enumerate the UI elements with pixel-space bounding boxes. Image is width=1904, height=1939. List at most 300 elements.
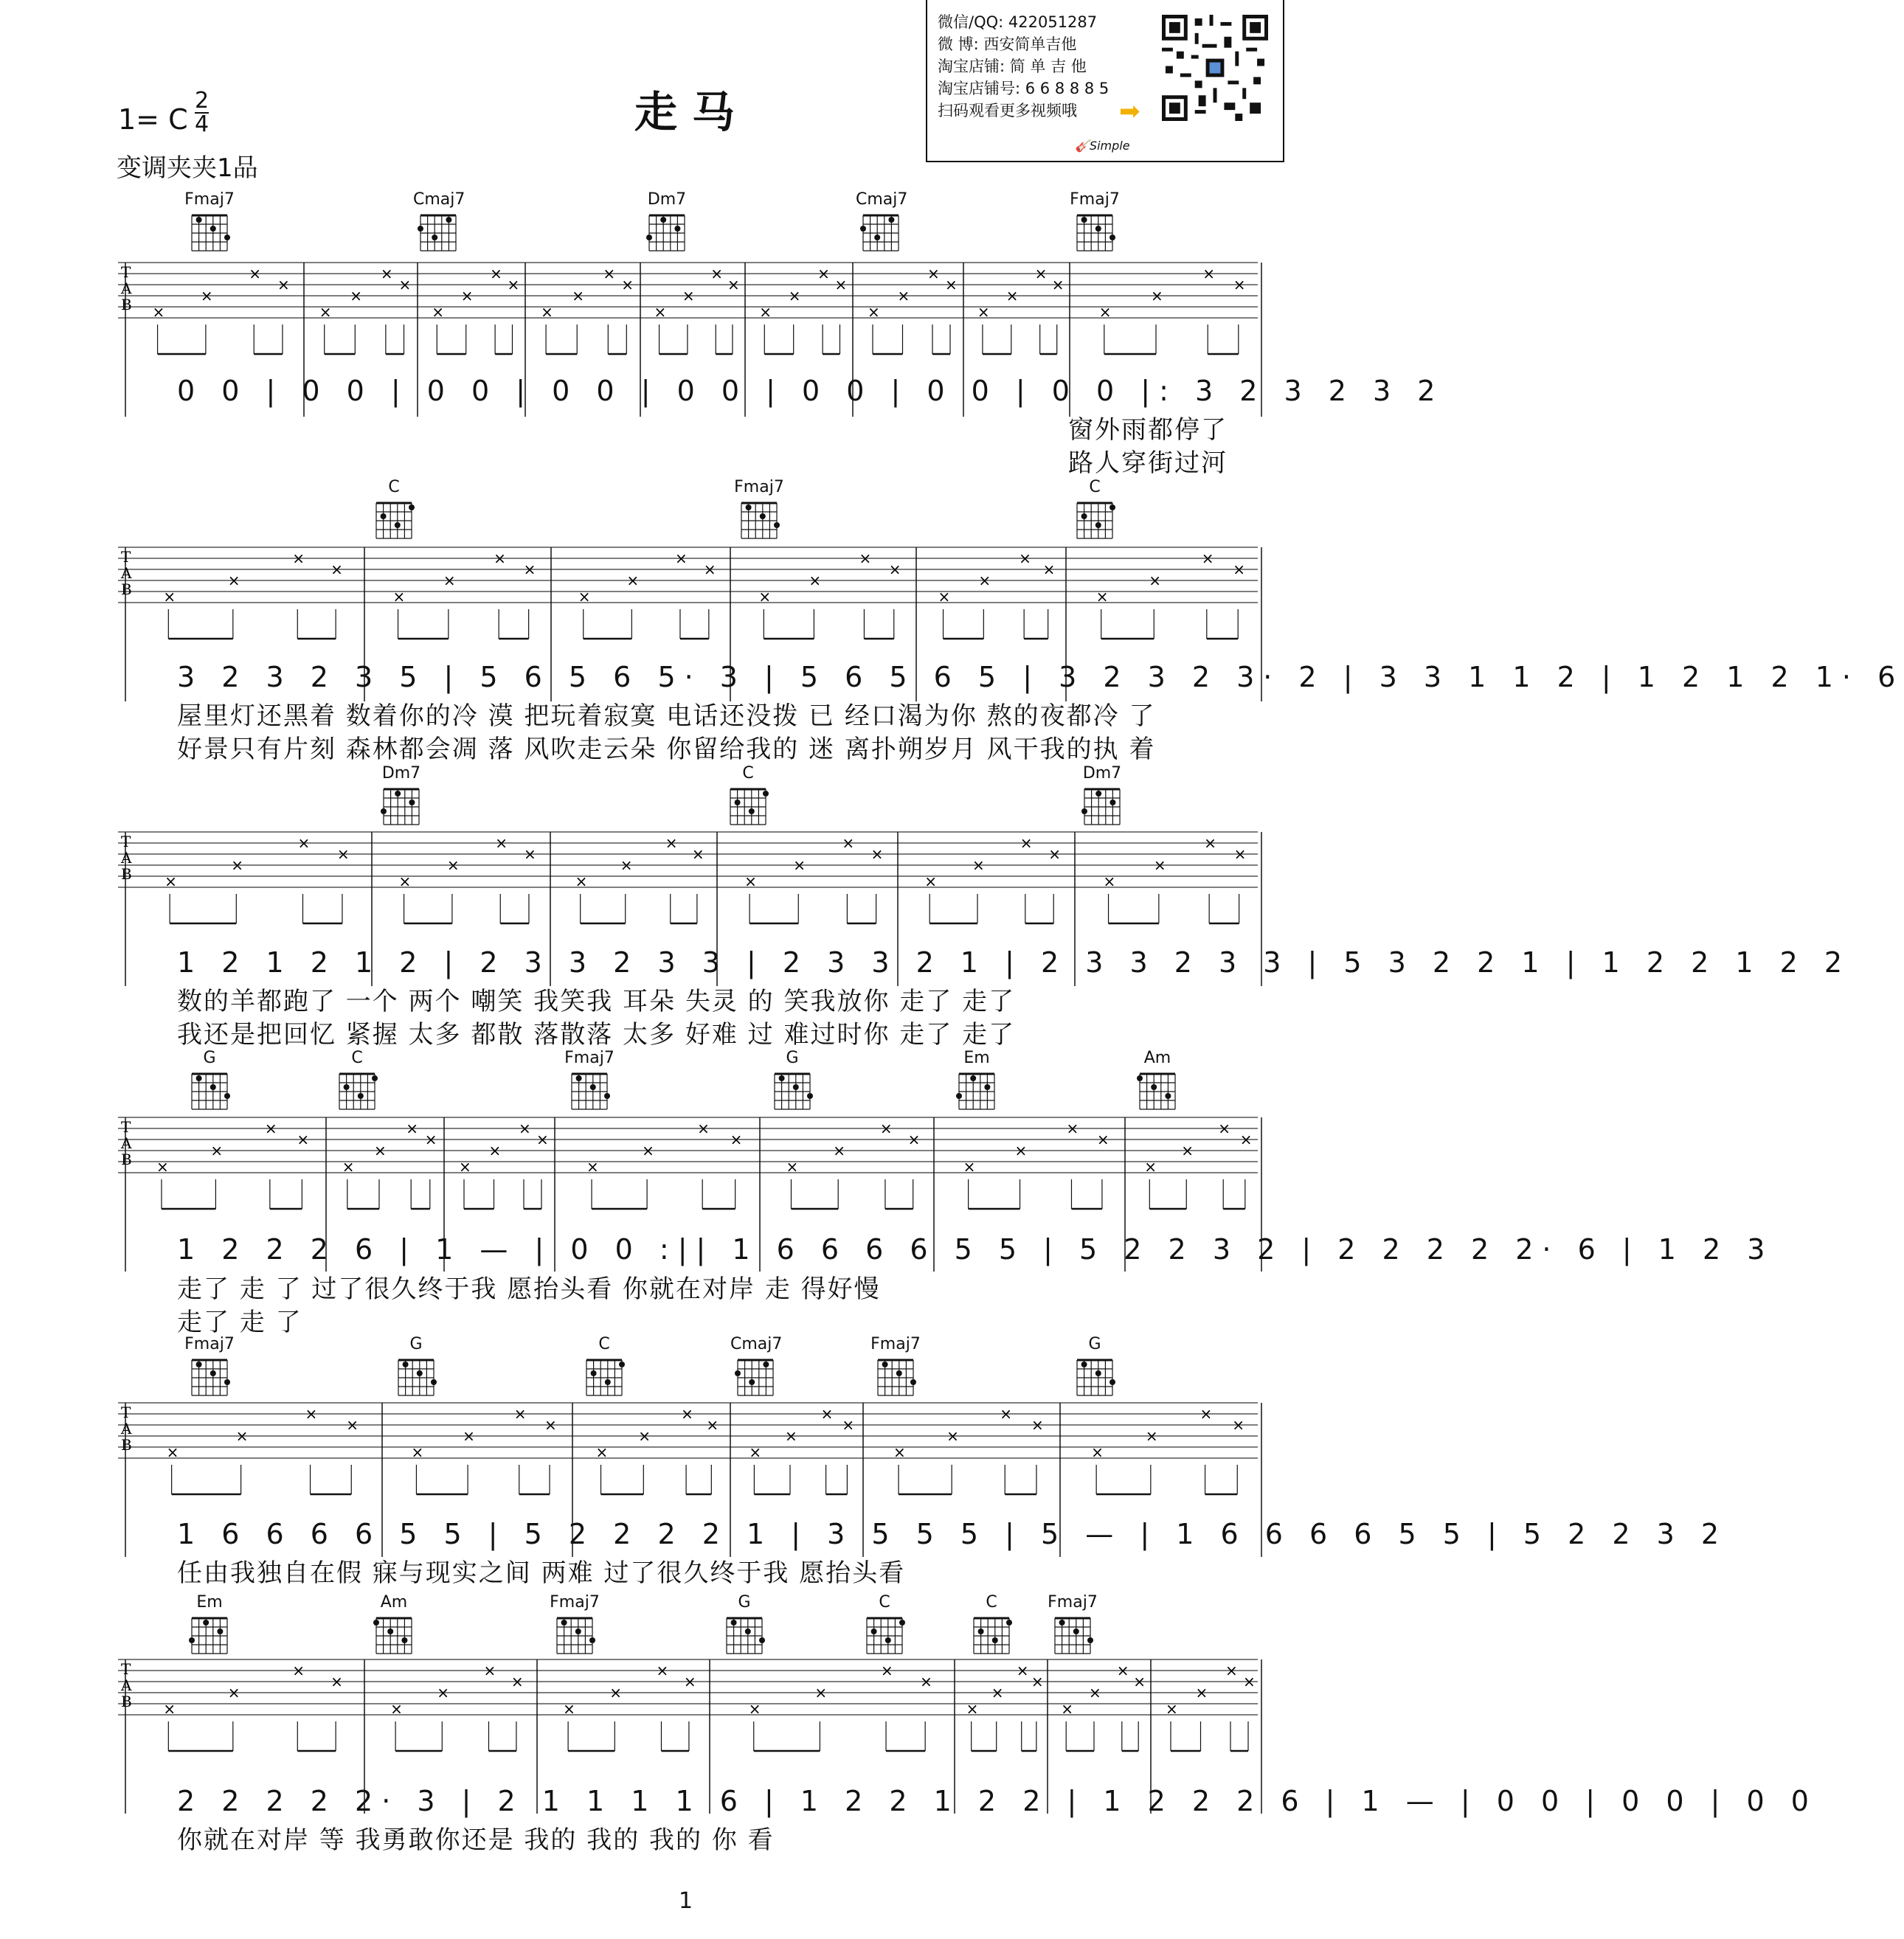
svg-text:×: × xyxy=(1149,572,1162,589)
svg-text:×: × xyxy=(166,1443,179,1461)
svg-text:×: × xyxy=(1133,1673,1146,1690)
chord-grid-icon xyxy=(873,1354,918,1398)
svg-text:×: × xyxy=(460,287,474,305)
chord-diagram xyxy=(550,1593,600,1659)
svg-text:×: × xyxy=(432,303,445,321)
svg-text:×: × xyxy=(1233,276,1246,294)
svg-text:T: T xyxy=(121,1660,131,1678)
chord-name: Fmaj7 xyxy=(184,1335,235,1353)
svg-text:T: T xyxy=(121,1118,131,1136)
svg-text:×: × xyxy=(793,856,806,874)
svg-text:×: × xyxy=(727,276,740,294)
chord-diagram xyxy=(1070,1335,1120,1401)
svg-text:×: × xyxy=(1225,1662,1238,1679)
lyrics-verse-1: 走了 走 了 过了很久终于我 愿抬头看 你就在对岸 走 得好慢 xyxy=(177,1274,881,1304)
svg-text:×: × xyxy=(888,561,901,578)
chord-grid-icon xyxy=(553,1612,597,1657)
svg-text:×: × xyxy=(881,1662,893,1679)
svg-text:×: × xyxy=(1202,265,1215,282)
chord-diagram xyxy=(184,1593,235,1659)
chord-grid-icon xyxy=(733,1354,778,1398)
svg-text:×: × xyxy=(1116,1662,1129,1679)
svg-text:×: × xyxy=(1199,1405,1213,1423)
svg-text:×: × xyxy=(200,287,213,305)
chord-diagram xyxy=(391,1335,441,1401)
svg-text:×: × xyxy=(1042,561,1056,578)
svg-text:×: × xyxy=(920,1673,932,1690)
chord-diagram xyxy=(723,764,773,830)
chord-name: Fmaj7 xyxy=(1048,1593,1098,1612)
svg-text:×: × xyxy=(490,265,502,282)
svg-text:×: × xyxy=(277,276,290,294)
chord-diagram xyxy=(1132,1049,1183,1115)
svg-text:×: × xyxy=(697,1120,710,1137)
svg-text:×: × xyxy=(691,845,705,863)
svg-text:A: A xyxy=(121,1676,132,1694)
svg-text:×: × xyxy=(1243,1673,1256,1690)
svg-text:×: × xyxy=(834,276,848,294)
svg-text:×: × xyxy=(621,276,634,294)
svg-text:×: × xyxy=(1019,834,1033,852)
svg-text:×: × xyxy=(392,588,406,606)
chord-grid-icon xyxy=(969,1612,1014,1657)
svg-text:×: × xyxy=(292,549,305,567)
chord-name: Cmaj7 xyxy=(856,190,908,209)
lyrics-verse-1: 窗外雨都停了 xyxy=(1068,415,1228,445)
svg-text:×: × xyxy=(706,1416,719,1434)
lyrics-verse-1: 屋里灯还黑着 数着你的冷 漠 把玩着寂寞 电话还没拨 已 经口渴为你 熬的夜都冷 了 xyxy=(177,701,1156,731)
chord-diagram xyxy=(1070,190,1120,257)
chord-diagram xyxy=(369,1593,419,1659)
lyrics-verse-2: 我还是把回忆 紧握 太多 都散 落散落 太多 好难 过 难过时你 走了 走了 xyxy=(177,1020,1016,1050)
qr-code-icon[interactable] xyxy=(1162,15,1268,121)
chord-grid-icon xyxy=(1080,783,1124,828)
chord-diagram xyxy=(856,190,906,257)
chord-name: Cmaj7 xyxy=(730,1335,783,1353)
page-number: 1 xyxy=(679,1888,693,1914)
svg-text:×: × xyxy=(907,1131,921,1148)
song-title: 走马 xyxy=(634,87,750,137)
svg-text:×: × xyxy=(1218,1120,1230,1137)
svg-text:×: × xyxy=(814,1684,828,1702)
svg-text:×: × xyxy=(488,1142,502,1159)
numbered-notation: 0 0 | 0 0 | 0 0 | 0 0 | 0 0 | 0 0 | 0 0 | 0 0 |: 3 2 3 2 3 2 xyxy=(177,375,1444,407)
svg-text:×: × xyxy=(879,1120,893,1137)
svg-text:×: × xyxy=(1103,873,1116,890)
svg-text:×: × xyxy=(759,303,772,321)
chord-diagram xyxy=(564,1049,615,1115)
chord-grid-icon xyxy=(582,1354,626,1398)
arrow-right-icon: ➡ xyxy=(1119,97,1140,126)
svg-text:×: × xyxy=(991,1684,1004,1702)
numbered-notation: 1 2 1 2 1 2 | 2 3 3 2 3 3 | 2 3 3 2 1 | 2 3 3 2 3 3 | 5 3 2 2 1 | 1 2 2 1 2 2 xyxy=(177,946,1852,979)
chord-name: Fmaj7 xyxy=(184,190,235,209)
svg-text:B: B xyxy=(121,296,132,313)
lyrics-verse-2: 好景只有片刻 森林都会凋 落 风吹走云朵 你留给我的 迷 离扑朔岁月 风干我的执 着 xyxy=(177,735,1156,764)
svg-text:×: × xyxy=(398,873,412,890)
svg-text:×: × xyxy=(319,303,332,321)
svg-text:×: × xyxy=(1166,1700,1178,1718)
chord-grid-icon xyxy=(645,209,689,254)
svg-text:×: × xyxy=(1091,1443,1104,1461)
chord-name: G xyxy=(409,1335,423,1353)
svg-text:A: A xyxy=(121,564,132,582)
chord-name: Dm7 xyxy=(1082,764,1122,783)
svg-text:×: × xyxy=(330,1673,343,1690)
svg-text:×: × xyxy=(1181,1142,1194,1159)
chord-diagram xyxy=(952,1049,1002,1115)
svg-text:×: × xyxy=(336,845,350,863)
svg-text:×: × xyxy=(609,1684,623,1702)
lyrics-verse-1: 你就在对岸 等 我勇敢你还是 我的 我的 我的 你 看 xyxy=(177,1825,775,1855)
chord-diagram xyxy=(966,1593,1017,1659)
svg-text:×: × xyxy=(788,287,801,305)
chord-diagram xyxy=(730,1335,783,1401)
svg-text:×: × xyxy=(297,1131,310,1148)
svg-text:×: × xyxy=(1098,303,1112,321)
svg-text:×: × xyxy=(523,845,536,863)
brand-shop-no: 淘宝店铺号: 6 6 8 8 8 5 xyxy=(938,80,1109,97)
chord-diagram xyxy=(332,1049,382,1115)
chord-name: Em xyxy=(196,1593,223,1612)
chord-name: C xyxy=(388,478,400,496)
svg-text:×: × xyxy=(893,1443,906,1461)
svg-text:×: × xyxy=(163,588,176,606)
svg-text:×: × xyxy=(978,572,991,589)
lyrics-verse-1: 数的羊都跑了 一个 两个 嘲笑 我笑我 耳朵 失灵 的 笑我放你 走了 走了 xyxy=(177,987,1016,1016)
svg-text:×: × xyxy=(1034,265,1048,282)
svg-text:×: × xyxy=(1232,1416,1245,1434)
chord-grid-icon xyxy=(416,209,460,254)
svg-text:×: × xyxy=(859,549,872,567)
chord-grid-icon xyxy=(394,1354,438,1398)
svg-text:×: × xyxy=(483,1662,496,1679)
svg-text:×: × xyxy=(350,287,363,305)
svg-text:×: × xyxy=(297,834,311,852)
chord-name: Fmaj7 xyxy=(564,1049,615,1067)
svg-text:×: × xyxy=(620,856,633,874)
svg-text:T: T xyxy=(121,263,131,281)
brand-logo: 🎸Simple xyxy=(1075,139,1130,153)
svg-text:B: B xyxy=(121,1151,132,1168)
svg-text:×: × xyxy=(411,1443,424,1461)
svg-text:×: × xyxy=(977,303,990,321)
chord-name: G xyxy=(203,1049,216,1067)
chord-name: Dm7 xyxy=(381,764,421,783)
chord-name: Fmaj7 xyxy=(550,1593,600,1612)
svg-text:×: × xyxy=(235,1427,249,1445)
svg-text:×: × xyxy=(710,265,724,282)
svg-text:×: × xyxy=(638,1427,651,1445)
brand-box xyxy=(926,0,1284,162)
svg-text:T: T xyxy=(121,833,131,850)
chord-grid-icon xyxy=(187,209,232,254)
svg-text:×: × xyxy=(390,1700,403,1718)
svg-text:T: T xyxy=(121,548,131,566)
svg-text:A: A xyxy=(121,1134,132,1152)
svg-text:B: B xyxy=(121,865,132,883)
chord-diagram xyxy=(767,1049,817,1115)
chord-diagram xyxy=(1070,478,1120,544)
chord-grid-icon xyxy=(567,1068,612,1112)
time-bottom: 4 xyxy=(195,111,210,137)
svg-text:×: × xyxy=(406,1120,418,1137)
svg-text:×: × xyxy=(938,588,951,606)
svg-text:×: × xyxy=(817,265,830,282)
svg-text:×: × xyxy=(443,572,456,589)
svg-text:×: × xyxy=(682,287,695,305)
svg-text:×: × xyxy=(1000,1405,1013,1423)
brand-weibo: 微 博: 西安简单吉他 xyxy=(938,35,1077,53)
brand-shop: 淘宝店铺: 简 单 吉 他 xyxy=(938,58,1087,75)
svg-text:×: × xyxy=(227,1684,240,1702)
chord-grid-icon xyxy=(955,1068,999,1112)
svg-text:×: × xyxy=(642,1142,654,1159)
svg-text:×: × xyxy=(346,1416,359,1434)
svg-text:×: × xyxy=(578,588,591,606)
svg-text:×: × xyxy=(748,1700,761,1718)
time-top: 2 xyxy=(195,88,210,114)
chord-diagram xyxy=(184,1335,235,1401)
chord-name: Fmaj7 xyxy=(1070,190,1120,209)
svg-text:×: × xyxy=(1201,549,1214,567)
chord-diagram xyxy=(184,1049,235,1115)
chord-diagram xyxy=(376,764,426,830)
lyrics-verse-2: 走了 走 了 xyxy=(177,1308,302,1337)
chord-name: G xyxy=(786,1049,799,1067)
svg-text:×: × xyxy=(424,1131,437,1148)
svg-text:×: × xyxy=(924,873,937,890)
chord-grid-icon xyxy=(737,497,781,541)
chord-grid-icon xyxy=(372,497,416,541)
svg-text:×: × xyxy=(1195,1684,1208,1702)
svg-text:×: × xyxy=(541,303,553,321)
chord-diagram xyxy=(1077,764,1127,830)
svg-text:×: × xyxy=(972,856,985,874)
svg-text:×: × xyxy=(1153,856,1166,874)
brand-logo-text: Simple xyxy=(1089,139,1130,153)
svg-text:×: × xyxy=(1019,549,1031,567)
chord-diagram xyxy=(1048,1593,1098,1659)
svg-text:×: × xyxy=(536,1131,549,1148)
svg-text:×: × xyxy=(945,276,958,294)
svg-text:×: × xyxy=(603,265,616,282)
lyrics-verse-2: 路人穿街过河 xyxy=(1068,448,1228,478)
svg-text:×: × xyxy=(264,1120,277,1137)
svg-text:×: × xyxy=(494,549,506,567)
svg-text:×: × xyxy=(249,265,262,282)
chord-diagram xyxy=(369,478,419,544)
svg-text:×: × xyxy=(305,1405,318,1423)
svg-text:×: × xyxy=(665,834,678,852)
chord-name: C xyxy=(742,764,754,783)
svg-text:×: × xyxy=(513,1405,527,1423)
svg-text:×: × xyxy=(1066,1120,1079,1137)
svg-text:×: × xyxy=(152,303,165,321)
svg-text:×: × xyxy=(1005,287,1019,305)
chord-name: Am xyxy=(1143,1049,1171,1067)
svg-text:×: × xyxy=(156,1158,169,1176)
svg-text:×: × xyxy=(1051,276,1064,294)
svg-text:T: T xyxy=(121,1404,131,1421)
svg-text:×: × xyxy=(897,287,910,305)
chord-grid-icon xyxy=(187,1354,232,1398)
chord-name: Fmaj7 xyxy=(870,1335,921,1353)
time-signature xyxy=(195,90,209,136)
svg-text:×: × xyxy=(1233,845,1247,863)
svg-text:×: × xyxy=(626,572,640,589)
chord-name: Fmaj7 xyxy=(734,478,784,496)
svg-text:×: × xyxy=(165,873,177,890)
svg-text:×: × xyxy=(1233,561,1245,578)
chord-grid-icon xyxy=(372,1612,416,1657)
chord-diagram xyxy=(579,1335,629,1401)
brand-scan: 扫码观看更多视频哦 xyxy=(938,102,1077,119)
chord-grid-icon xyxy=(379,783,423,828)
svg-text:×: × xyxy=(1239,1131,1253,1148)
numbered-notation: 3 2 3 2 3 5 | 5 6 5 6 5· 3 | 5 6 5 6 5 | 3 2 3 2 3· 2 | 3 3 1 1 2 | 1 2 1 2 1· 6 xyxy=(177,661,1904,693)
svg-text:×: × xyxy=(809,572,822,589)
svg-text:×: × xyxy=(1089,1684,1101,1702)
svg-text:×: × xyxy=(868,303,880,321)
svg-text:×: × xyxy=(1145,1427,1158,1445)
svg-text:A: A xyxy=(121,849,132,867)
svg-text:B: B xyxy=(121,1693,132,1710)
svg-text:×: × xyxy=(1031,1416,1044,1434)
svg-text:×: × xyxy=(1031,1673,1044,1690)
chord-diagram xyxy=(870,1335,921,1401)
svg-text:×: × xyxy=(786,1158,799,1176)
chord-diagram xyxy=(413,190,463,257)
chord-name: C xyxy=(598,1335,610,1353)
svg-text:×: × xyxy=(510,1673,524,1690)
svg-text:×: × xyxy=(507,276,520,294)
svg-text:×: × xyxy=(1014,1142,1028,1159)
svg-text:×: × xyxy=(523,561,536,578)
svg-text:×: × xyxy=(544,1416,557,1434)
chord-name: Dm7 xyxy=(647,190,687,209)
svg-text:×: × xyxy=(1016,1662,1029,1679)
svg-text:×: × xyxy=(842,834,855,852)
svg-text:×: × xyxy=(163,1700,176,1718)
numbered-notation: 1 2 2 2 6 | 1 — | 0 0 :|| 1 6 6 6 6 5 5 | 5 2 2 3 2 | 2 2 2 2 2· 6 | 1 2 3 xyxy=(177,1233,1774,1266)
svg-text:×: × xyxy=(870,845,884,863)
svg-text:×: × xyxy=(966,1700,979,1718)
chord-diagram xyxy=(184,190,235,257)
svg-text:×: × xyxy=(656,1662,669,1679)
key-signature: 1= C xyxy=(118,103,188,136)
svg-text:×: × xyxy=(495,834,508,852)
chord-diagram xyxy=(642,190,692,257)
chord-grid-icon xyxy=(1135,1068,1180,1112)
svg-text:A: A xyxy=(121,1420,132,1437)
svg-text:×: × xyxy=(758,588,772,606)
chord-diagram xyxy=(859,1593,910,1659)
svg-text:×: × xyxy=(833,1142,845,1159)
chord-diagram xyxy=(719,1593,769,1659)
chord-grid-icon xyxy=(862,1612,907,1657)
svg-text:×: × xyxy=(744,873,757,890)
brand-wechat: 微信/QQ: 422051287 xyxy=(938,13,1098,31)
chord-grid-icon xyxy=(1073,1354,1117,1398)
chord-grid-icon xyxy=(1073,209,1117,254)
chord-name: C xyxy=(351,1049,363,1067)
chord-grid-icon xyxy=(722,1612,766,1657)
svg-text:B: B xyxy=(121,580,132,598)
svg-text:×: × xyxy=(842,1416,855,1434)
chord-name: Cmaj7 xyxy=(413,190,465,209)
chord-grid-icon xyxy=(187,1068,232,1112)
svg-text:×: × xyxy=(1204,834,1216,852)
svg-text:×: × xyxy=(927,265,940,282)
svg-text:×: × xyxy=(446,856,460,874)
chord-name: C xyxy=(879,1593,890,1612)
svg-text:×: × xyxy=(963,1158,976,1176)
chord-name: G xyxy=(738,1593,751,1612)
chord-diagram xyxy=(734,478,784,544)
svg-text:×: × xyxy=(595,1443,609,1461)
svg-text:×: × xyxy=(1095,588,1109,606)
svg-text:A: A xyxy=(121,280,132,297)
chord-grid-icon xyxy=(859,209,903,254)
numbered-notation: 1 6 6 6 6 5 5 | 5 2 2 2 2 1 | 3 5 5 5 | 5 — | 1 6 6 6 6 5 5 | 5 2 2 3 2 xyxy=(177,1518,1728,1550)
chord-name: C xyxy=(1089,478,1101,496)
svg-text:×: × xyxy=(785,1427,797,1445)
svg-text:×: × xyxy=(749,1443,762,1461)
svg-text:×: × xyxy=(380,265,393,282)
svg-text:×: × xyxy=(463,1427,475,1445)
chord-grid-icon xyxy=(1073,497,1117,541)
chord-grid-icon xyxy=(770,1068,814,1112)
svg-text:×: × xyxy=(654,303,667,321)
svg-text:×: × xyxy=(674,549,688,567)
svg-text:×: × xyxy=(342,1158,355,1176)
svg-text:×: × xyxy=(398,276,412,294)
chord-name: C xyxy=(986,1593,997,1612)
svg-text:×: × xyxy=(820,1405,834,1423)
svg-text:×: × xyxy=(1096,1131,1109,1148)
chord-name: G xyxy=(1088,1335,1101,1353)
svg-text:×: × xyxy=(1061,1700,1073,1718)
svg-text:×: × xyxy=(519,1120,531,1137)
chord-name: Em xyxy=(963,1049,990,1067)
chord-grid-icon xyxy=(726,783,770,828)
svg-text:×: × xyxy=(374,1142,387,1159)
svg-text:×: × xyxy=(1144,1158,1157,1176)
svg-text:×: × xyxy=(681,1405,693,1423)
svg-text:×: × xyxy=(703,561,716,578)
svg-text:×: × xyxy=(563,1700,575,1718)
chord-name: Am xyxy=(380,1593,408,1612)
svg-text:×: × xyxy=(683,1673,696,1690)
svg-text:×: × xyxy=(227,572,240,589)
svg-text:×: × xyxy=(437,1684,450,1702)
svg-text:×: × xyxy=(1048,845,1061,863)
svg-text:×: × xyxy=(730,1131,743,1148)
svg-text:×: × xyxy=(459,1158,471,1176)
svg-text:×: × xyxy=(946,1427,959,1445)
chord-grid-icon xyxy=(187,1612,232,1657)
svg-text:×: × xyxy=(586,1158,599,1176)
chord-grid-icon xyxy=(1050,1612,1095,1657)
capo-note: 变调夹夹1品 xyxy=(117,153,258,183)
svg-text:B: B xyxy=(121,1436,132,1454)
svg-text:×: × xyxy=(210,1142,224,1159)
svg-text:×: × xyxy=(575,873,588,890)
svg-text:×: × xyxy=(231,856,244,874)
svg-text:×: × xyxy=(572,287,584,305)
svg-text:×: × xyxy=(1151,287,1163,305)
